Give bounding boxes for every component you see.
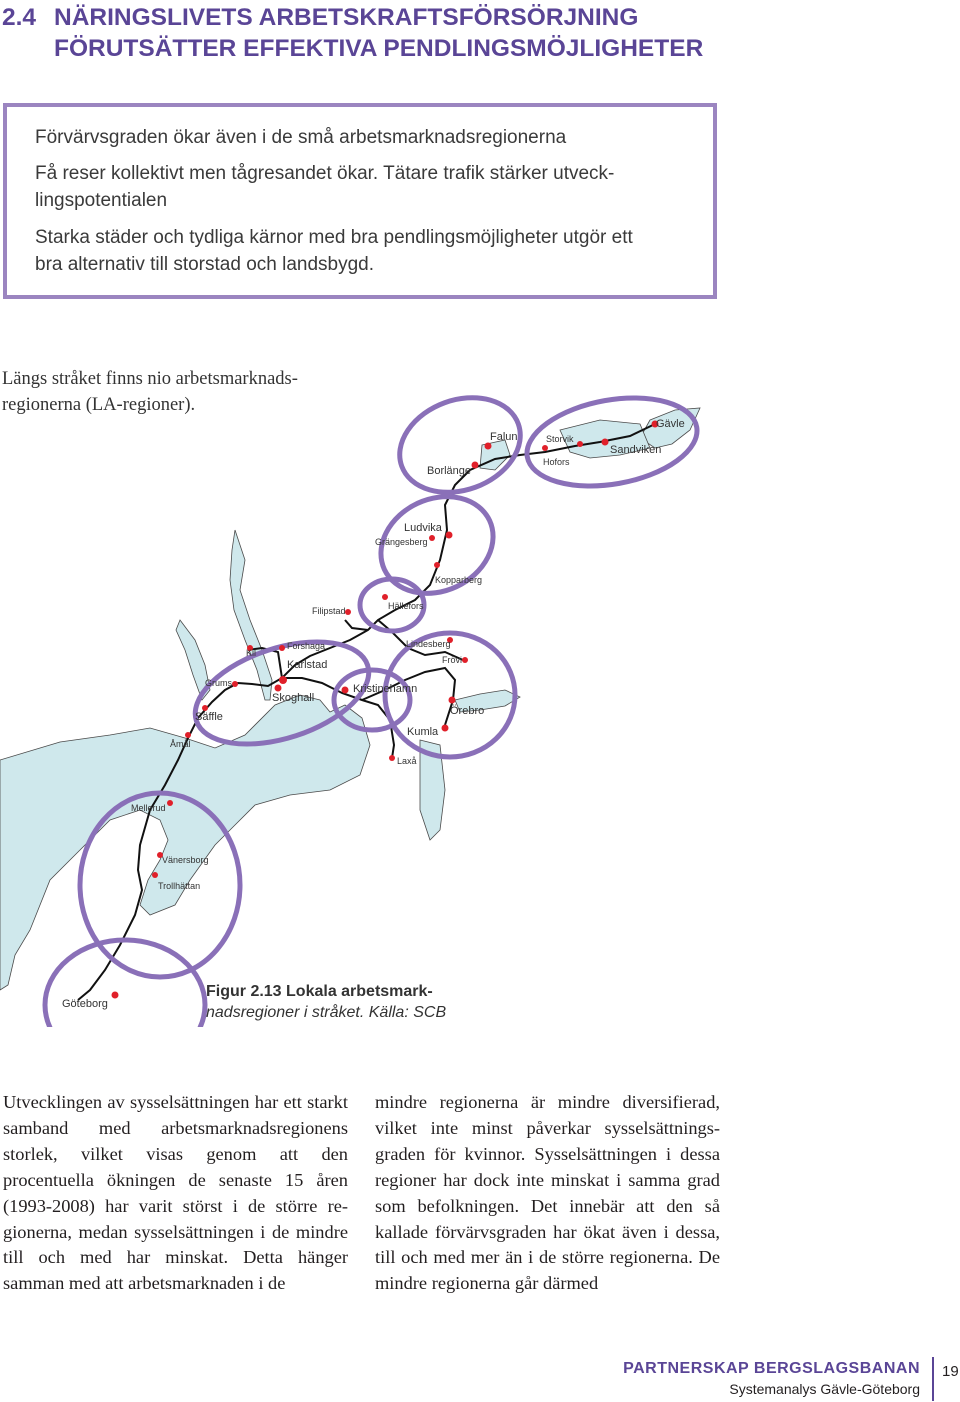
town-dot-frovi xyxy=(462,657,468,663)
town-label-gavle: Gävle xyxy=(656,418,685,430)
river-klaralven xyxy=(230,530,272,700)
town-dot-karlstad xyxy=(279,676,287,684)
body-column-right: mindre regionerna är mindre diversifierad, vilket inte minst påverkar sysselsättningsgraden för kvinnor. Sysselsättningen i dessa regioner har dock inte minskat i samma grad som befolkningen. Det innebär att den så kallade förvärvsgraden har ökat även i dessa, till och med mer än i de större regionerna. De mindre regionerna går därmed xyxy=(375,1092,720,1294)
town-dot-goteborg xyxy=(112,992,119,999)
intro-line-2: regionerna (LA-regioner). xyxy=(2,395,196,415)
town-label-sandviken: Sandviken xyxy=(610,444,662,456)
region-goteborg xyxy=(45,940,205,1027)
town-label-saffle: Säffle xyxy=(195,711,223,723)
footer-subtitle: Systemanalys Gävle-Göteborg xyxy=(729,1381,920,1397)
section-title-line-1: NÄRINGSLIVETS ARBETSKRAFTSFÖRSÖRJNING xyxy=(54,4,639,31)
labour-market-region-map xyxy=(0,355,720,1027)
town-dot-kristinehamn xyxy=(342,687,349,694)
town-label-filipstad: Filipstad xyxy=(312,606,346,616)
town-label-storvik: Storvik xyxy=(546,434,574,444)
railway-gavle-gothenburg xyxy=(78,424,655,1000)
lakes-layer xyxy=(0,408,700,990)
town-dot-amal xyxy=(185,732,191,738)
town-label-amal: Åmål xyxy=(170,739,191,749)
town-dot-falun xyxy=(485,443,492,450)
town-label-forshaga: Forshaga xyxy=(287,641,326,651)
town-dot-grums xyxy=(232,681,238,687)
town-dot-kumla xyxy=(442,725,449,732)
town-label-laxa: Laxå xyxy=(397,756,417,766)
town-label-orebro: Örebro xyxy=(450,705,485,717)
town-dot-sandviken xyxy=(602,439,609,446)
town-label-goteborg: Göteborg xyxy=(62,998,108,1010)
summary-point-1: Förvärvsgraden ökar även i de små arbetsmarknadsregionerna xyxy=(35,127,567,148)
town-dot-ludvika xyxy=(446,532,453,539)
region-borlange-falun xyxy=(386,382,533,509)
town-dot-forshaga xyxy=(279,645,285,651)
town-dot-grangesberg xyxy=(429,535,435,541)
town-label-kopparberg: Kopparberg xyxy=(435,575,483,585)
figure-caption-line-2: nadsregioner i stråket. Källa: SCB xyxy=(206,1004,447,1021)
town-label-skoghall: Skoghall xyxy=(272,692,315,704)
town-label-trollhattan: Trollhättan xyxy=(158,881,201,891)
page-number: 19 xyxy=(942,1363,959,1380)
town-label-grangesberg: Grängesberg xyxy=(375,537,428,547)
intro-line-1: Längs stråket finns nio arbetsmarknads- xyxy=(2,369,298,389)
caption-line-1-text: Figur 2.13 Lokala arbetsmark- xyxy=(206,983,433,1000)
town-dot-kopparberg xyxy=(434,562,440,568)
town-dot-hofors xyxy=(577,441,583,447)
town-dot-skoghall xyxy=(275,685,282,692)
summary-point-2-line-1: Få reser kollektivt men tågresandet ökar. Tätare trafik stärker utveck- xyxy=(35,163,615,184)
town-label-falun: Falun xyxy=(490,431,518,443)
railway-lines xyxy=(78,424,655,1000)
town-label-vanersborg: Vänersborg xyxy=(162,855,209,865)
town-labels xyxy=(62,418,685,1010)
footer-brand: PARTNERSKAP BERGSLAGSBANAN xyxy=(623,1360,920,1377)
town-dot-orebro xyxy=(449,697,456,704)
town-dot-storvik xyxy=(542,445,548,451)
town-label-kristinehamn: Kristinehamn xyxy=(353,683,418,695)
town-label-grums: Grums xyxy=(205,678,232,688)
town-label-hofors: Hofors xyxy=(543,457,570,467)
town-label-lindesberg: Lindesberg xyxy=(406,639,451,649)
summary-point-3-line-1: Starka städer och tydliga kärnor med bra pendlingsmöjligheter utgör ett xyxy=(35,227,633,248)
town-dot-filipstad xyxy=(345,609,351,615)
town-dot-borlange xyxy=(472,462,479,469)
footer-divider xyxy=(932,1357,934,1401)
town-label-ludvika: Ludvika xyxy=(404,522,442,534)
section-number: 2.4 xyxy=(2,4,37,31)
region-kristinehamn xyxy=(334,670,410,730)
town-label-mellerud: Mellerud xyxy=(131,803,166,813)
summary-point-2-line-2: lingspotentialen xyxy=(35,190,168,211)
figure-caption-line-1 xyxy=(206,983,433,1000)
town-dot-hallefors xyxy=(382,594,388,600)
town-label-frovi: Frövi xyxy=(442,655,462,665)
town-label-karlstad: Karlstad xyxy=(287,659,328,671)
town-label-borlange: Borlänge xyxy=(427,465,472,477)
section-title-line-2: FÖRUTSÄTTER EFFEKTIVA PENDLINGSMÖJLIGHETER xyxy=(54,35,704,62)
town-label-hallefors: Hällefors xyxy=(388,601,424,611)
town-dot-trollhattan xyxy=(152,872,158,878)
summary-point-3-line-2: bra alternativ till storstad och landsbygd. xyxy=(35,254,375,275)
summary-box xyxy=(3,103,717,299)
town-dot-mellerud xyxy=(167,800,173,806)
body-column-left: Utvecklingen av sysselsättningen har ett starkt samband med arbetsmarknadsregionens storlek, vilket visas genom att den procentuella ökningen de senaste 15 åren (1993-2008) har varit störst i de större regionerna, medan sysselsättningen i de mindre till och med har minskat. Detta hänger samman med att arbetsmarknaden i de xyxy=(3,1092,348,1294)
town-label-kumla: Kumla xyxy=(407,726,439,738)
town-label-kil: Kil xyxy=(246,648,257,658)
town-dot-laxa xyxy=(389,755,395,761)
